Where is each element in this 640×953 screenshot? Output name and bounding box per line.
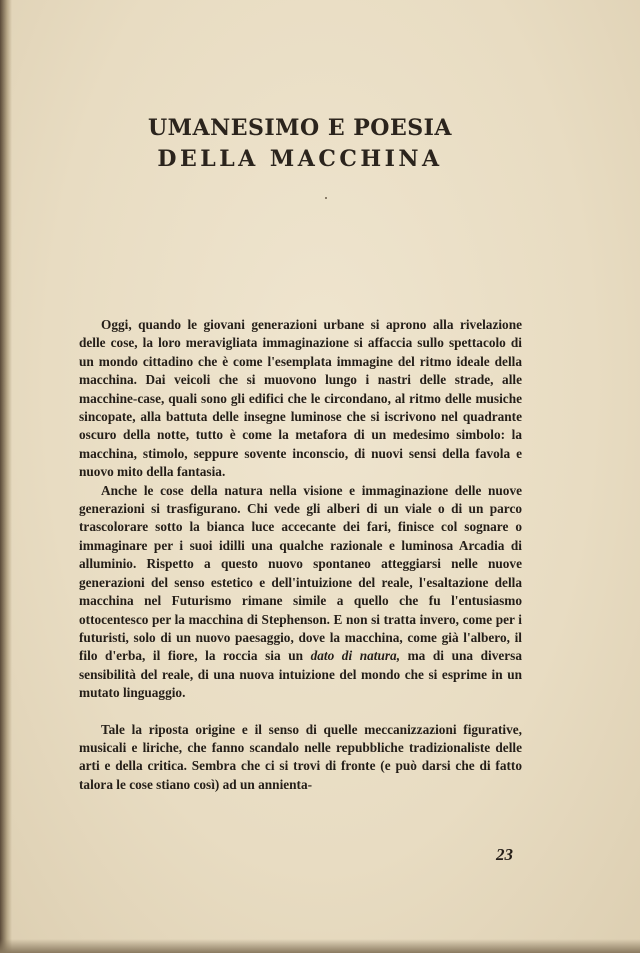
page-number: 23 (496, 845, 513, 864)
paragraph-3: Tale la riposta origine e il senso di quelle meccanizzazioni figurative, musicali e liriche, che fanno scandalo nelle repubbliche tradizionaliste delle arti e della critica. Sembra che ci si trovi di fronte (e può darsi che di fatto talora le cose stiano così) ad un annienta- (79, 721, 522, 792)
chapter-title-line-2: DELLA MACCHINA (157, 146, 443, 172)
page-bottom-edge (0, 939, 640, 953)
paragraph-2-text-a: Anche le cose della natura nella visione e immaginazione delle nuove generazioni si trasfigurano. Chi vede gli alberi di un viale o di un parco trascolorare sotto la bianca luce accecante dei fari, finisce col sognare o immaginare per i suoi idilli una qualche razionale e luminosa Arcadia di alluminio. Rispetto a questo nuovo spontaneo atteggiarsi nelle nuove generazioni del senso estetico e dell'intuizione del reale, l'esaltazione della macchina nel Futurismo rimane simile a quello che fu l'entusiasmo ottocentesco per la macchina di Stephenson. E non si tratta invero, come per i futuristi, solo di un nuovo paesaggio, dove la macchina, come già l'albero, il filo d'erba, il fiore, la roccia sia un (79, 482, 522, 664)
page-binding-edge (0, 0, 12, 953)
paragraph-1: Oggi, quando le giovani generazioni urbane si aprono alla rivelazione delle cose, la loro meravigliata immaginazione si affaccia sullo spettacolo di un mondo cittadino che è come l'esemplata immagine del ritmo ideale della macchina. Dai veicoli che si muovono lungo i nastri delle strade, alle macchine-case, quali sono gli edifici che le circondano, al ritmo delle musiche sincopate, alla battuta delle insegne luminose che si iscrivono nel quadrante oscuro della notte, tutto è come la metafora di un medesimo simbolo: la macchina, stimolo, seppure sovente inconscio, di nuovi sensi della favola e nuovo mito della fantasia. (79, 317, 522, 480)
paragraph-2-text-b: ma di una diversa sensibilità del reale, di una nuova intuizione del mondo che si esprime in un mutato linguaggio. (79, 648, 522, 701)
chapter-title-line-1: UMANESIMO E POESIA (148, 115, 452, 141)
paragraph-2-emphasis: dato di natura, (310, 648, 401, 664)
body-text (79, 316, 522, 794)
paragraph-2 (79, 482, 522, 703)
ornament-dot (325, 197, 327, 199)
